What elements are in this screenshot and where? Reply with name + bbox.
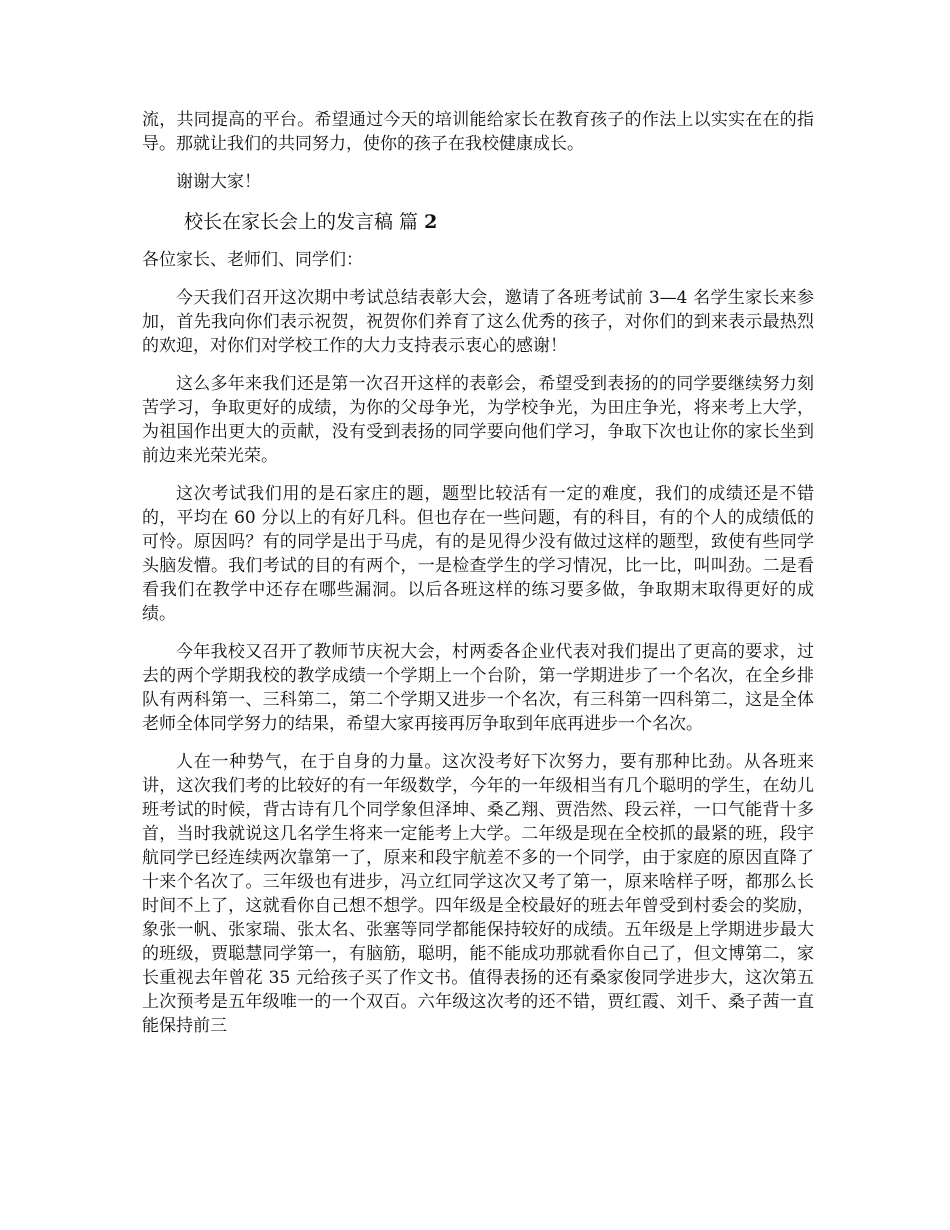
document-body <box>142 108 814 1052</box>
body-paragraph: 这次考试我们用的是石家庄的题，题型比较活有一定的难度，我们的成绩还是不错的，平均在 60 分以上的有好几科。但也存在一些问题，有的科目，有的个人的成绩低的可怜。原因吗？有的同学是出于马虎，有的是见得少没有做过这样的题型，致使有些同学头脑发懵。我们考试的目的有两个，一是检查学生的学习情况，比一比，叫叫劲。二是看看我们在教学中还存在哪些漏洞。以后各班这样的练习要多做，争取期末取得更好的成绩。 <box>142 484 814 624</box>
section-heading <box>142 208 814 236</box>
body-paragraph: 这么多年来我们还是第一次召开这样的表彰会，希望受到表扬的的同学要继续努力刻苦学习，争取更好的成绩，为你的父母争光，为学校争光，为田庄争光，将来考上大学，为祖国作出更大的贡献，没有受到表扬的同学要向他们学习，争取下次也让你的家长坐到前边来光荣光荣。 <box>142 374 814 466</box>
body-paragraph: 今天我们召开这次期中考试总结表彰大会，邀请了各班考试前 3—4 名学生家长来参加，首先我向你们表示祝贺，祝贺你们养育了这么优秀的孩子，对你们的到来表示最热烈的欢迎，对你们对学校工作的大力支持表示衷心的感谢！ <box>142 288 814 356</box>
body-paragraph: 人在一种势气，在于自身的力量。这次没考好下次努力，要有那种比劲。从各班来讲，这次我们考的比较好的有一年级数学，今年的一年级相当有几个聪明的学生，在幼儿班考试的时候，背古诗有几个同学象但泽坤、桑乙翔、贾浩然、段云祥，一口气能背十多首，当时我就说这几名学生将来一定能考上大学。二年级是现在全校抓的最紧的班，段宇航同学已经连续两次靠第一了，原来和段宇航差不多的一个同学，由于家庭的原因直降了十来个名次了。三年级也有进步，冯立红同学这次又考了第一，原来啥样子呀，都那么长时间不上了，这就看你自己想不想学。四年级是全校最好的班去年曾受到村委会的奖励，象张一帆、张家瑞、张太名、张塞等同学都能保持较好的成绩。五年级是上学期进步最大的班级，贾聪慧同学第一，有脑筋，聪明，能不能成功那就看你自己了，但文博第二，家长重视去年曾花 35 元给孩子买了作文书。值得表扬的还有桑家俊同学进步大，这次第五上次预考是五年级唯一的一个双百。六年级这次考的还不错，贾红霞、刘千、桑子茜一直能保持前三 <box>142 752 814 1036</box>
section-title: 校长在家长会上的发言稿 篇 <box>184 211 419 233</box>
thanks-line: 谢谢大家！ <box>176 172 261 192</box>
salutation: 各位家长、老师们、同学们： <box>142 250 363 270</box>
continuation-paragraph: 流，共同提高的平台。希望通过今天的培训能给家长在教育孩子的作法上以实实在在的指导。那就让我们的共同努力，使你的孩子在我校健康成长。 <box>142 110 814 154</box>
section-number: 2 <box>424 211 438 233</box>
body-paragraph: 今年我校又召开了教师节庆祝大会，村两委各企业代表对我们提出了更高的要求，过去的两个学期我校的教学成绩一个学期上一个台阶，第一学期进步了一个名次，在全乡排队有两科第一、三科第二，第二个学期又进步一个名次，有三科第一四科第二，这是全体老师全体同学努力的结果，希望大家再接再厉争取到年底再进步一个名次。 <box>142 642 814 734</box>
